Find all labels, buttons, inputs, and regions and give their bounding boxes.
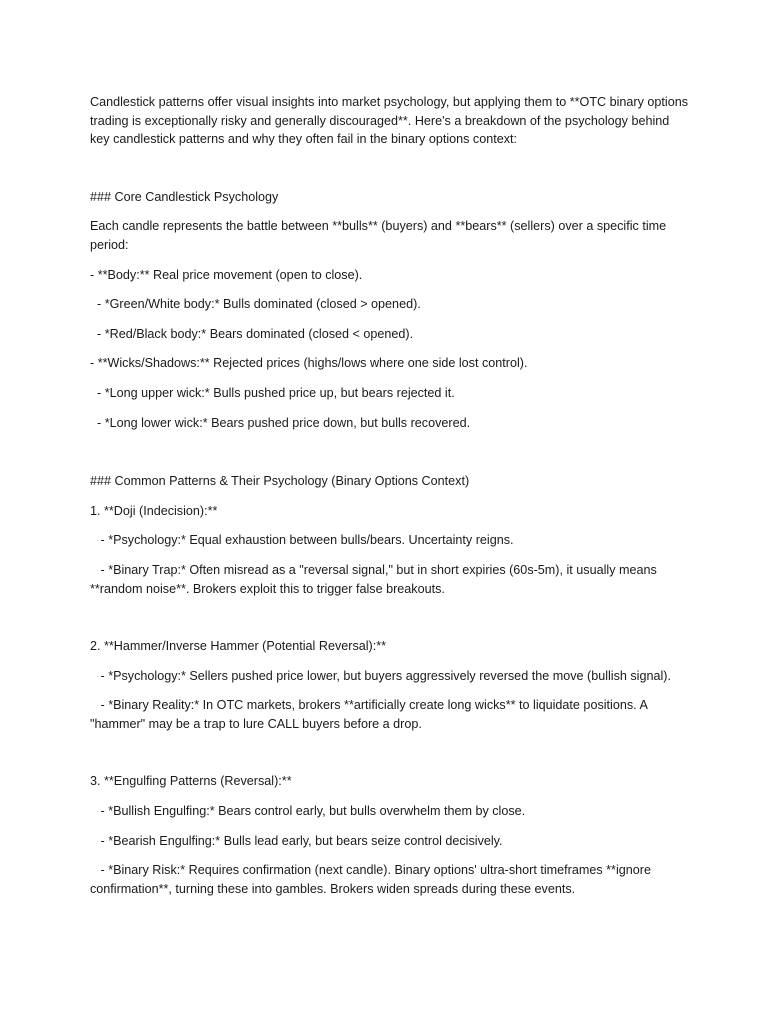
- bullish-engulfing: - *Bullish Engulfing:* Bears control early, but bulls overwhelm them by close.: [90, 804, 526, 819]
- engulfing-binary-risk: - *Binary Risk:* Requires confirmation (next candle). Binary options' ultra-short timeframes **ignore confirmation**, turning these into gambles. Brokers widen spreads during these events.: [90, 863, 655, 896]
- bearish-engulfing: - *Bearish Engulfing:* Bulls lead early, but bears seize control decisively.: [90, 833, 503, 848]
- document-body: [90, 93, 690, 898]
- list-item-wicks: - **Wicks/Shadows:** Rejected prices (highs/lows where one side lost control).: [90, 356, 528, 371]
- doji-psychology: - *Psychology:* Equal exhaustion between bulls/bears. Uncertainty reigns.: [90, 533, 514, 548]
- doji-binary-trap: - *Binary Trap:* Often misread as a "reversal signal," but in short expiries (60s-5m), it usually means **random noise**. Brokers exploit this to trigger false breakouts.: [90, 562, 661, 596]
- list-subitem-red-body: - *Red/Black body:* Bears dominated (closed < opened).: [90, 326, 414, 341]
- pattern-engulfing-heading: 3. **Engulfing Patterns (Reversal):**: [90, 774, 292, 789]
- list-item-body: - **Body:** Real price movement (open to close).: [90, 267, 363, 282]
- section-heading-core-psychology: ### Core Candlestick Psychology: [90, 189, 279, 204]
- core-psychology-paragraph: Each candle represents the battle between **bulls** (buyers) and **bears** (sellers) over a specific time period:: [90, 219, 670, 252]
- pattern-doji-heading: 1. **Doji (Indecision):**: [90, 503, 218, 518]
- pattern-hammer-heading: 2. **Hammer/Inverse Hammer (Potential Reversal):**: [90, 639, 387, 654]
- hammer-binary-reality: - *Binary Reality:* In OTC markets, brokers **artificially create long wicks** to liquidate positions. A "hammer" may be a trap to lure CALL buyers before a drop.: [90, 698, 651, 731]
- list-subitem-upper-wick: - *Long upper wick:* Bulls pushed price up, but bears rejected it.: [90, 385, 455, 400]
- section-heading-common-patterns: ### Common Patterns & Their Psychology (Binary Options Context): [90, 474, 470, 489]
- hammer-psychology: - *Psychology:* Sellers pushed price lower, but buyers aggressively reversed the move (bullish signal).: [90, 668, 671, 683]
- intro-paragraph: Candlestick patterns offer visual insights into market psychology, but applying them to **OTC binary options trading is exceptionally risky and generally discouraged**. Here's a breakdown of the psychology behind key candlestick patterns and why they often fail in the binary options context:: [90, 95, 692, 147]
- list-subitem-green-body: - *Green/White body:* Bulls dominated (closed > opened).: [90, 297, 421, 312]
- list-subitem-lower-wick: - *Long lower wick:* Bears pushed price down, but bulls recovered.: [90, 415, 471, 430]
